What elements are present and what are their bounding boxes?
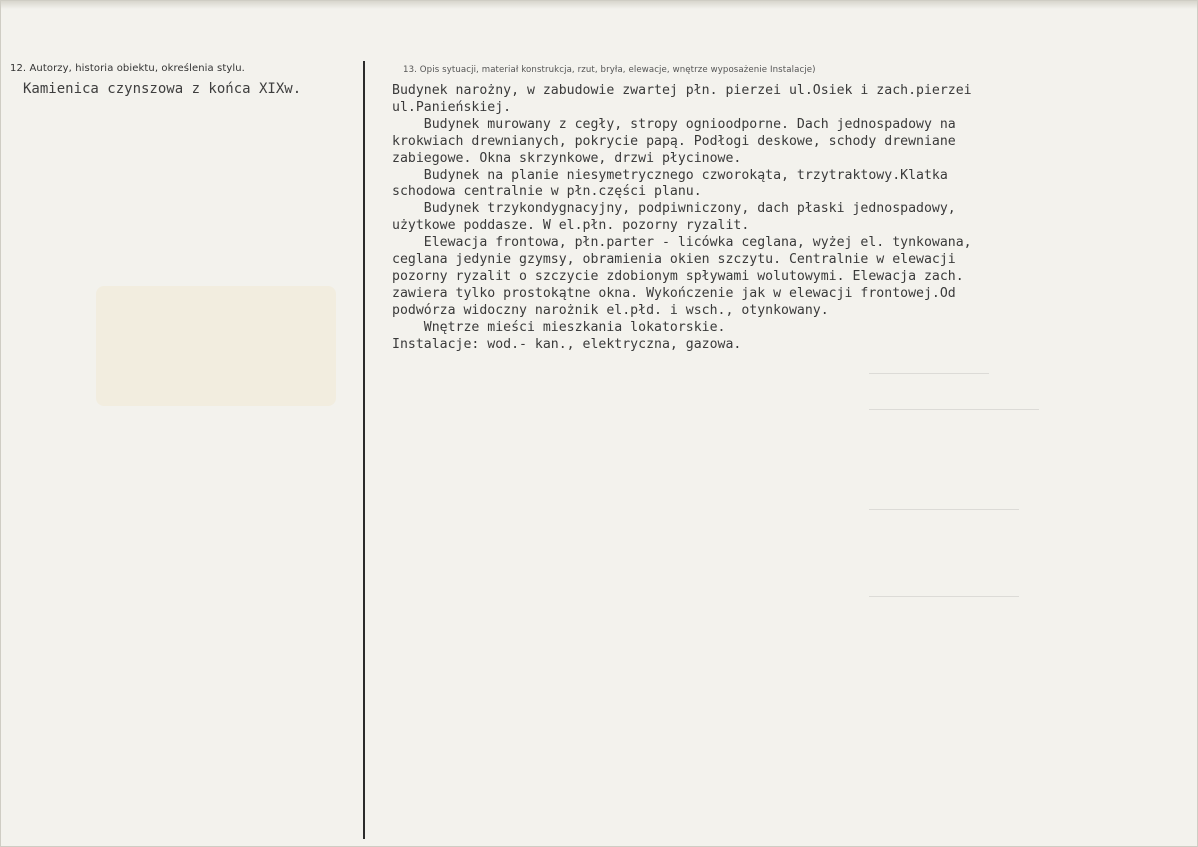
description-line: Wnętrze mieści mieszkania lokatorskie. [392, 319, 726, 335]
description-line: pozorny ryzalit o szczycie zdobionym spływami wolutowymi. Elewacja zach. [392, 268, 964, 284]
description-line: Budynek narożny, w zabudowie zwartej płn. pierzei ul.Osiek i zach.pierzei [392, 83, 972, 98]
show-through-line [869, 509, 1019, 510]
description-line: schodowa centralnie w płn.części planu. [392, 184, 702, 200]
description-line: podwórza widoczny narożnik el.płd. i wsch., otynkowany. [392, 302, 829, 318]
description-line: ul.Panieńskiej. [392, 99, 512, 115]
field-12-text: Kamienica czynszowa z końca XIXw. [23, 81, 302, 97]
paper-stain [96, 286, 336, 406]
description-line: Budynek na planie niesymetrycznego czworokąta, trzytraktowy.Klatka [392, 167, 948, 183]
show-through-line [869, 409, 1039, 410]
field-12-header: 12. Autorzy, historia obiektu, określenia stylu. [10, 63, 245, 74]
description-line: użytkowe poddasze. W el.płn. pozorny ryzalit. [392, 218, 750, 234]
field-13-header: 13. Opis sytuacji, materiał konstrukcja, rzut, bryła, elewacje, wnętrze wyposażenie Instalacje) [403, 65, 816, 75]
description-line: krokwiach drewnianych, pokrycie papą. Podłogi deskowe, schody drewniane [392, 133, 956, 149]
description-line: Budynek trzykondygnacyjny, podpiwniczony, dach płaski jednospadowy, [392, 201, 956, 217]
description-line: Instalacje: wod.- kan., elektryczna, gazowa. [392, 336, 742, 352]
description-line: zawiera tylko prostokątne okna. Wykończenie jak w elewacji frontowej.Od [392, 285, 956, 301]
description-line: zabiegowe. Okna skrzynkowe, drzwi płycinowe. [392, 150, 742, 166]
column-divider [363, 61, 365, 839]
description-line: ceglana jedynie gzymsy, obramienia okien szczytu. Centralnie w elewacji [392, 252, 956, 268]
card-top-edge [1, 1, 1198, 9]
description-line: Budynek murowany z cegły, stropy ognioodporne. Dach jednospadowy na [392, 116, 956, 132]
description-line: Elewacja frontowa, płn.parter - licówka ceglana, wyżej el. tynkowana, [392, 235, 972, 251]
show-through-line [869, 373, 989, 374]
show-through-line [869, 596, 1019, 597]
field-13-text [392, 83, 1182, 354]
